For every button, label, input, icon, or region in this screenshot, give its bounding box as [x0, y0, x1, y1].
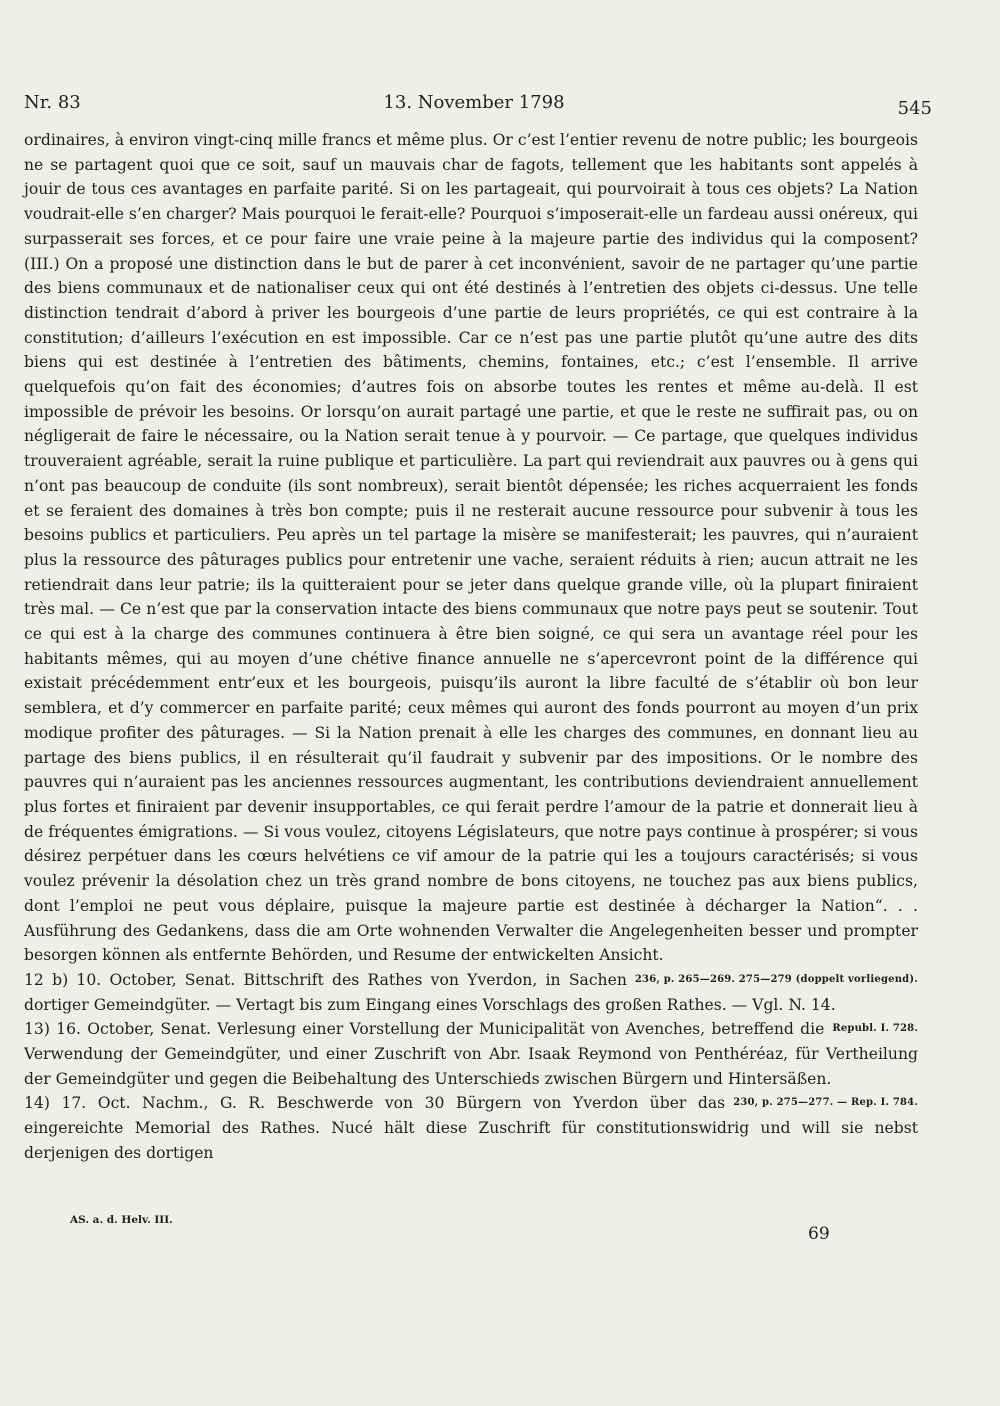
page-number: 545	[897, 98, 932, 119]
running-header	[24, 92, 932, 122]
entry-14-text: 14) 17. Oct. Nachm., G. R. Beschwerde von 30 Bürgern von Yverdon über das eingereichte Memorial des Rathes. Nucé hält diese Zuschrift für constitutionswidrig und will sie nebst derjenigen des dortigen	[24, 1094, 918, 1162]
entry-12b-text: 12 b) 10. October, Senat. Bittschrift des Rathes von Yverdon, in Sachen dortiger Gemeindgüter. — Vertagt bis zum Eingang eines Vorschlags des großen Rathes. — Vgl. N. 14.	[24, 970, 836, 1014]
entry-12b-reference: Republ. I. 728.	[832, 1023, 918, 1035]
entry-13-text: 13) 16. October, Senat. Verlesung einer Vorstellung der Municipalität von Avenches, betreffend die Verwendung der Gemeindgüter, und einer Zuschrift von Abr. Isaak Reymond von Penthéréaz, für Vertheilung der Gemeindgüter und gegen die Beibehaltung des Unterschieds zwischen Bürgern und Hintersäßen.	[24, 1020, 918, 1088]
body-text	[24, 128, 918, 1166]
page-footer	[70, 1198, 910, 1244]
entry-13	[24, 1017, 918, 1109]
header-date: 13. November 1798	[383, 92, 565, 113]
main-paragraph-text: ordinaires, à environ vingt-cinq mille francs et même plus. Or c’est l’entier revenu de notre public; les bourgeois ne se partagent quoi que ce soit, sauf un mauvais char de fagots, tellement que les habitants sont appelés à jouir de tous ces avantages en parfaite parité. Si on les partageait, qui pourvoirait à tous ces objets? La Nation voudrait-elle s’en charger? Mais pourquoi le ferait-elle? Pourquoi s’imposerait-elle un fardeau aussi onéreux, qui surpasserait ses forces, et ce pour faire une vraie peine à la majeure partie des individus qui la composent? (III.) On a proposé une distinction dans le but de parer à cet inconvénient, savoir de ne partager qu’une partie des biens communaux et de nationaliser ceux qui ont été destinés à l’entretien des objets ci-dessus. Une telle distinction tendrait d’abord à priver les bourgeois d’une partie de leurs propriétés, ce qui est contraire à la constitution; d’ailleurs l’exécution en est impossible. Car ce n’est pas une partie plutôt qu’une autre des dits biens qui est destinée à l’entretien des bâtiments, chemins, fontaines, etc.; c’est l’ensemble. Il arrive quelquefois qu’on fait des économies; d’autres fois on absorbe toutes les rentes et même au-delà. Il est impossible de prévoir les besoins. Or lorsqu’on aurait partagé une partie, et que le reste ne suffirait pas, ou on négligerait de faire le nécessaire, ou la Nation serait tenue à y pourvoir. — Ce partage, que quelques individus trouveraient agréable, serait la ruine publique et particulière. La part qui reviendrait aux pauvres ou à gens qui n’ont pas beaucoup de conduite (ils sont nombreux), serait bientôt dépensée; les riches acquerraient les fonds et se feraient des domaines à très bon compte; puis il ne resterait aucune ressource pour subvenir à tous les besoins publics et particuliers. Peu après un tel partage la misère se manifesterait; les pauvres, qui n’auraient plus la ressource des pâturages publics pour entretenir une vache, seraient réduits à rien; aucun attrait ne les retiendrait dans leur patrie; ils la quitteraient pour se jeter dans quelque grande ville, où la plupart finiraient très mal. — Ce n’est que par la conservation intacte des biens communaux que notre pays peut se soutenir. Tout ce qui est à la charge des communes continuera à être bien soigné, ce qui sera un avantage réel pour les habitants mêmes, qui au moyen d’une chétive finance annuelle ne s’apercevront point de la différence qui existait précédemment entr’eux et les bourgeois, puisqu’ils auront la libre faculté de s’établir où bon leur semblera, et d’y commercer en parfaite parité; ceux mêmes qui auront des fonds pourront au moyen d’un prix modique profiter des pâturages. — Si la Nation prenait à elle les charges des communes, en donnant lieu au partage des biens publics, il en résulterait qu’il faudrait y subvenir par des impositions. Or le nombre des pauvres qui n’auraient pas les anciennes ressources augmentant, les contributions deviendraient annuellement plus fortes et finiraient par devenir insupportables, ce qui ferait perdre l’amour de la patrie et donnerait lieu à de fréquentes émigrations. — Si vous voulez, citoyens Législateurs, que notre pays continue à prospérer; si vous désirez perpétuer dans les cœurs helvétiens ce vif amour de la patrie qui les a toujours caractérisés; si vous voulez prévenir la désolation chez un très grand nombre de bons citoyens, ne touchez pas aux biens publics, dont l’emploi ne peut vous déplaire, puisque la majeure partie est destinée à décharger la Nation“. . . Ausführung des Gedankens, dass die am Orte wohnenden Verwalter die Angelegenheiten besser und prompter besorgen können als entfernte Behörden, und Resume der entwickelten Ansicht.	[24, 131, 918, 965]
main-paragraph	[24, 128, 918, 985]
printer-signature: AS. a. d. Helv. III.	[70, 1214, 173, 1226]
document-number: Nr. 83	[24, 92, 81, 113]
source-reference: 236, p. 265—269. 275—279 (doppelt vorliegend).	[634, 973, 918, 985]
sheet-number: 69	[808, 1224, 830, 1244]
entry-13-reference: 230, p. 275—277. — Rep. I. 784.	[733, 1097, 918, 1109]
